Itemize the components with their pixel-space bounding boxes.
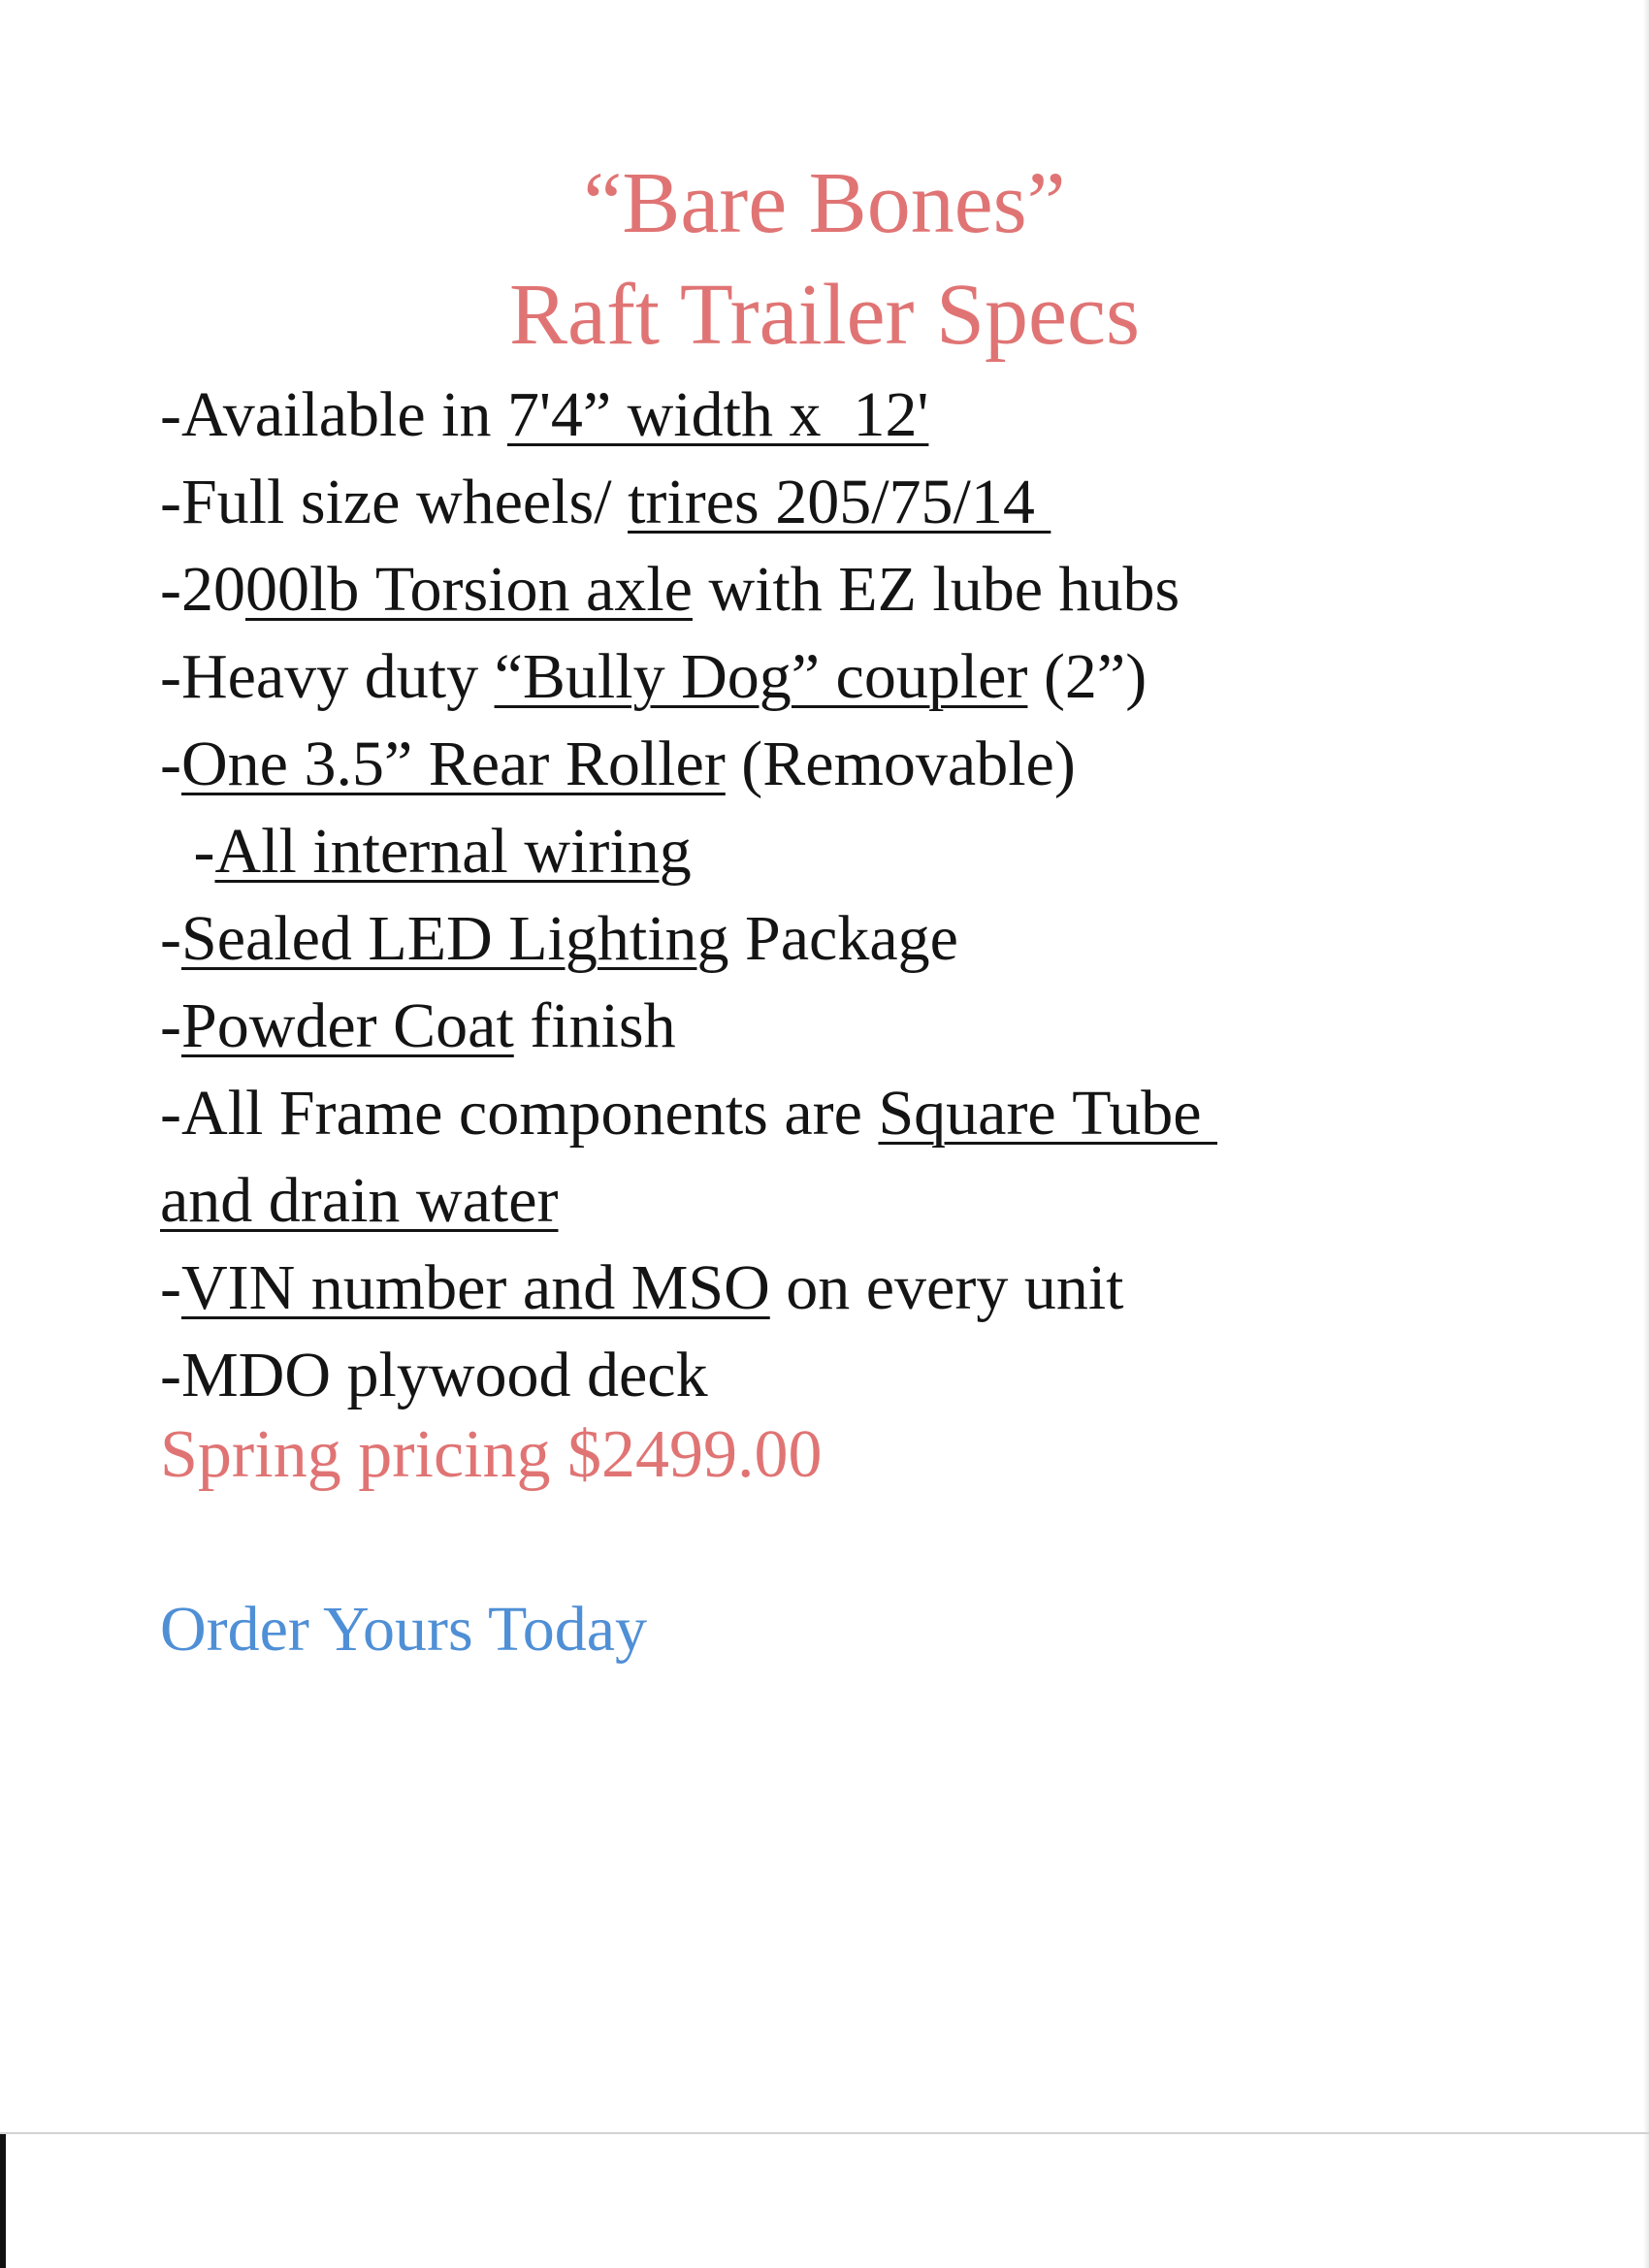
spec-text-underlined: and drain water [160, 1165, 559, 1236]
spec-text-underlined: “Bully Dog” coupler [494, 641, 1028, 712]
spec-line [160, 1157, 1518, 1245]
spec-text: (Removable) [725, 729, 1076, 799]
spec-text-underlined: Powder Coat [180, 990, 514, 1061]
scan-edge-bottom [0, 2132, 1649, 2134]
spec-text: -MDO plywood deck [160, 1340, 708, 1410]
spec-line [160, 1070, 1518, 1157]
spec-list [160, 372, 1518, 1419]
spec-text: - [160, 903, 181, 974]
spec-line [160, 1332, 1518, 1419]
spec-line [160, 721, 1518, 808]
spec-line [160, 372, 1518, 459]
spec-text: finish [513, 990, 676, 1061]
spec-line [160, 808, 1518, 895]
spec-text: -20 [160, 554, 245, 625]
spec-text: - [178, 816, 215, 887]
spec-line [160, 546, 1518, 633]
spec-text-underlined: 7'4” width x 12' [506, 379, 929, 450]
spec-text: -All Frame components are [160, 1078, 879, 1149]
spec-text: -Full size wheels/ [160, 467, 629, 537]
spec-line [160, 983, 1518, 1070]
spec-text: - [160, 1252, 181, 1323]
spec-text: with EZ lube hubs [692, 554, 1180, 625]
title-line-2: Raft Trailer Specs [509, 267, 1140, 363]
spec-text-underlined: Square Tube [878, 1078, 1217, 1149]
order-call-to-action: Order Yours Today [160, 1594, 647, 1665]
spec-text: (2”) [1027, 641, 1148, 712]
spec-text-underlined: 00lb Torsion axle [244, 554, 693, 625]
spec-text-underlined: trires 205/75/14 [628, 467, 1051, 537]
spec-text: -Heavy duty [160, 641, 495, 712]
spec-text-underlined: All internal wiring [214, 816, 692, 887]
spec-text-underlined: One 3.5” Rear Roller [180, 729, 726, 799]
spec-text: on every unit [769, 1252, 1124, 1323]
title-line-1: “Bare Bones” [583, 155, 1066, 251]
scan-edge-left [0, 2134, 6, 2268]
spec-text: -Available in [160, 379, 507, 450]
spec-line [160, 633, 1518, 721]
spec-text: - [160, 729, 181, 799]
spec-line [160, 895, 1518, 983]
spec-text: - [160, 990, 181, 1061]
spec-line [160, 1245, 1518, 1332]
spec-text-underlined: Sealed LED Lighting [180, 903, 729, 974]
spring-price: Spring pricing $2499.00 [160, 1417, 823, 1492]
spec-text: Package [728, 903, 958, 974]
spec-line [160, 459, 1518, 546]
spec-text-underlined: VIN number and MSO [180, 1252, 770, 1323]
